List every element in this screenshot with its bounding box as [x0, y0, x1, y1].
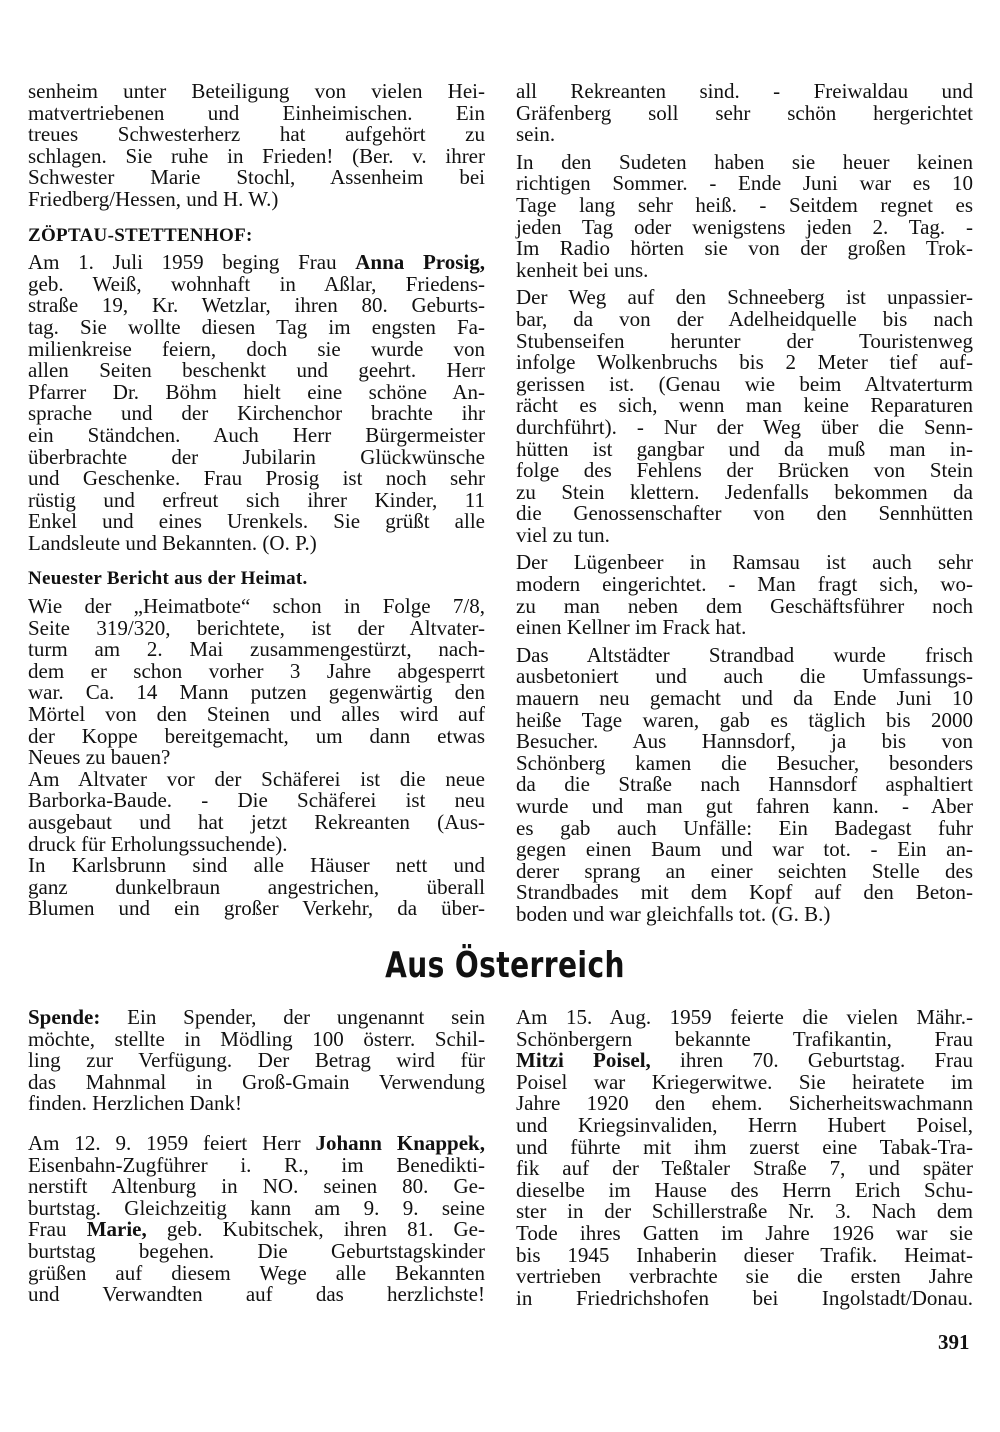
text-segment: war. Ca. 14 Mann putzen gegenwärtig den	[28, 680, 485, 705]
text-line	[28, 422, 485, 447]
text-segment: vertrieben verbrachte sie die ersten Jahre	[516, 1264, 973, 1289]
text-line	[28, 766, 485, 791]
text-segment: Besucher. Aus Hannsdorf, ja bis von	[516, 729, 973, 754]
text-segment: folge des Fehlens der Brücken von Stein	[516, 458, 973, 483]
text-segment: bar, da von der Adelheidquelle bis nach	[516, 306, 973, 331]
text-segment: gerissen ist. (Genau wie beim Altvaterturm	[516, 371, 973, 396]
text-line	[516, 479, 973, 504]
text-segment: geb. Kubitschek, ihren 81. Ge-	[146, 1217, 485, 1242]
text-line	[516, 1177, 973, 1202]
text-segment: Pfarrer Dr. Böhm hielt eine schöne An-	[28, 379, 485, 404]
paragraph	[516, 1007, 973, 1309]
text-line	[516, 371, 973, 396]
text-segment: burtstag. Gleichzeitig kann am 9. 9. seine	[28, 1195, 485, 1220]
text-line	[28, 723, 485, 748]
text-segment: all Rekreanten sind. - Freiwaldau und	[516, 79, 973, 103]
text-line	[28, 336, 485, 361]
column-top-left	[28, 81, 485, 920]
text-segment: milienkreise feiern, doch sie wurde von	[28, 336, 485, 361]
text-segment: ihren 70. Geburtstag. Frau	[650, 1048, 973, 1073]
text-segment: die Genossenschafter von den Sennhütten	[516, 501, 973, 526]
text-line	[28, 1238, 485, 1263]
text-segment: Wie der „Heimatbote“ schon in Folge 7/8,	[28, 594, 485, 619]
text-segment: durchführt). - Nur der Weg über die Senn-	[516, 414, 973, 439]
bold-name: Johann Knappek,	[315, 1130, 485, 1155]
text-segment: ein Ständchen. Auch Herr Bürgermeister	[28, 422, 485, 447]
bold-name: Spende:	[28, 1005, 101, 1029]
text-line	[516, 214, 973, 239]
text-line	[28, 143, 485, 168]
text-line	[516, 100, 973, 125]
paragraph	[28, 81, 485, 211]
text-segment: turm am 2. Mai zusammengestürzt, nach-	[28, 637, 485, 662]
text-segment: Landsleute und Bekannten. (O. P.)	[28, 530, 317, 555]
text-segment: bis 1945 Inhaberin dieser Trafik. Heimat-	[516, 1242, 973, 1267]
text-line	[516, 731, 973, 753]
text-line	[516, 593, 973, 618]
column-bottom-left	[28, 1007, 485, 1306]
text-segment: Neues zu bauen?	[28, 745, 171, 770]
text-segment: Tage lang sehr heiß. - Seitdem regnet es	[516, 192, 973, 217]
text-segment: hütten ist gangbar und da muß man in-	[516, 436, 973, 461]
text-segment: Am 1. Juli 1959 beging Frau	[28, 250, 356, 275]
text-line	[28, 1069, 485, 1094]
text-line	[516, 352, 973, 374]
text-line	[516, 1069, 973, 1094]
text-segment: grüßen auf diesem Wege alle Bekannten	[28, 1260, 485, 1285]
text-line	[28, 898, 485, 920]
text-segment: ling zur Verfügung. Der Betrag wird für	[28, 1048, 485, 1073]
text-segment: richtigen Sommer. - Ende Juni war es 10	[516, 171, 973, 196]
text-segment: mauern neu gemacht und da Ende Juni 10	[516, 686, 973, 711]
text-line	[516, 1201, 973, 1223]
text-segment: zu man neben dem Geschäftsführer noch	[516, 593, 973, 618]
page-number: 391	[938, 1330, 970, 1354]
text-segment: Tode ihres Gatten im Jahre 1926 war sie	[516, 1220, 973, 1245]
text-segment: Das Altstädter Strandbad wurde frisch	[516, 642, 973, 667]
text-line	[28, 790, 485, 812]
text-segment: und Verwandten auf das herzlichste!	[28, 1282, 485, 1307]
text-line	[516, 552, 973, 574]
text-segment: matvertriebenen und Einheimischen. Ein	[28, 100, 485, 125]
text-segment: modern eingerichtet. - Man fragt sich, wo-	[516, 572, 973, 597]
text-segment: ganz dunkelbraun angestrichen, überall	[28, 874, 485, 899]
text-segment: möchte, stellte in Mödling 100 österr. Schil-	[28, 1026, 485, 1051]
text-line	[28, 124, 485, 146]
text-segment: rüstig und erfreut sich ihrer Kinder, 11	[28, 487, 485, 512]
text-line	[516, 642, 973, 667]
text-line	[516, 81, 973, 103]
text-line	[28, 1026, 485, 1051]
text-line	[516, 1026, 973, 1051]
text-line	[28, 295, 485, 317]
text-line	[28, 1130, 485, 1155]
text-segment: und Geschenke. Frau Prosig ist noch sehr	[28, 466, 485, 491]
text-segment: tag. Sie wollte diesen Tag im engsten Fa-	[28, 314, 485, 339]
text-segment: schlagen. Sie ruhe in Frieden! (Ber. v. ihrer	[28, 143, 485, 168]
text-line	[516, 1158, 973, 1180]
text-segment: In Karlsbrunn sind alle Häuser nett und	[28, 853, 485, 878]
text-segment: Ein Spender, der ungenannt sein	[100, 1005, 485, 1029]
text-line	[516, 522, 973, 547]
text-line	[516, 238, 973, 260]
text-line	[28, 100, 485, 125]
text-line	[28, 81, 485, 103]
text-segment: Stubenseifen herunter der Touristenweg	[516, 328, 973, 353]
text-line	[516, 574, 973, 596]
text-line	[516, 1093, 973, 1115]
paragraph	[516, 81, 973, 146]
text-segment: Enkel und eines Urenkels. Sie grüßt alle	[28, 509, 485, 534]
text-line	[516, 1050, 973, 1072]
text-segment: jeden Tag oder wenigstens jeden 2. Tag. -	[516, 214, 973, 239]
text-line	[516, 1112, 973, 1137]
text-line	[516, 882, 973, 904]
text-line	[516, 257, 973, 282]
section-heading: Neuester Bericht aus der Heimat.	[28, 568, 308, 590]
text-segment: und führte mit ihm zuerst eine Tabak-Tra-	[516, 1134, 973, 1159]
text-line	[516, 460, 973, 482]
text-segment: treues Schwesterherz hat aufgehört zu	[28, 122, 485, 147]
text-segment: ausgebaut und hat jetzt Rekreanten (Aus-	[28, 810, 485, 834]
text-segment: nerstift Altenburg in NO. seinen 80. Ge-	[28, 1174, 485, 1199]
text-line	[516, 306, 973, 331]
text-segment: da die Straße nach Hannsdorf asphaltiert	[516, 772, 973, 797]
text-segment: heiße Tage waren, gab es täglich bis 2000	[516, 707, 973, 732]
text-segment: Der Lügenbeer in Ramsau ist auch sehr	[516, 550, 973, 575]
text-segment: Mörtel von den Steinen und alles wird auf	[28, 702, 485, 727]
text-line	[516, 666, 973, 688]
paragraph	[516, 149, 973, 282]
text-segment: Barborka-Baude. - Die Schäferei ist neu	[28, 788, 485, 813]
text-line	[28, 403, 485, 425]
text-line	[516, 503, 973, 525]
text-line	[516, 192, 973, 217]
text-line	[516, 1266, 973, 1288]
text-line	[28, 874, 485, 899]
text-line	[28, 1176, 485, 1198]
text-segment: burtstag begehen. Die Geburtstagskinder	[28, 1238, 485, 1263]
text-line	[28, 615, 485, 640]
text-segment: es gab auch Unfälle: Ein Badegast fuhr	[516, 815, 973, 840]
text-line	[516, 617, 973, 639]
text-segment: Am Altvater vor der Schäferei ist die neue	[28, 766, 485, 791]
text-line	[516, 414, 973, 439]
text-line	[28, 658, 485, 683]
text-line	[516, 395, 973, 417]
text-segment: druck für Erholungssuchende).	[28, 831, 288, 856]
bold-name: Mitzi Poisel,	[516, 1048, 651, 1073]
text-segment: Der Weg auf den Schneeberg ist unpassier-	[516, 285, 973, 310]
text-line	[516, 839, 973, 861]
text-line	[516, 1134, 973, 1159]
text-segment: kenheit bei uns.	[516, 257, 649, 282]
paragraph	[516, 287, 973, 546]
text-segment: einen Kellner im Frack hat.	[516, 615, 747, 640]
text-segment: senheim unter Beteiligung von vielen Hei-	[28, 79, 485, 103]
bold-name: Marie,	[86, 1217, 147, 1242]
text-line	[516, 796, 973, 818]
text-line	[516, 901, 973, 926]
section-title: Aus Österreich	[385, 945, 625, 986]
text-segment: der Koppe bereitgemacht, um dann etwas	[28, 723, 485, 748]
text-segment: das Mahnmal in Groß-Gmain Verwendung	[28, 1069, 485, 1094]
text-segment: Gräfenberg soll sehr schön hergerichtet	[516, 100, 973, 125]
paragraph	[516, 642, 973, 926]
text-segment: ausbetoniert und auch die Umfassungs-	[516, 664, 973, 689]
text-line	[28, 167, 485, 189]
paragraph	[28, 596, 485, 769]
text-line	[28, 639, 485, 661]
text-segment: allen Seiten beschenkt und geehrt. Herr	[28, 358, 485, 383]
text-line	[516, 124, 973, 146]
text-line	[28, 444, 485, 469]
text-segment: Im Radio hörten sie von der großen Trok-	[516, 236, 973, 261]
text-line	[28, 831, 485, 856]
text-segment: boden und war gleichfalls tot. (G. B.)	[516, 901, 831, 926]
text-line	[516, 858, 973, 883]
text-line	[28, 855, 485, 877]
text-line	[28, 314, 485, 339]
text-line	[28, 487, 485, 512]
bold-name: Anna Prosig,	[355, 250, 485, 275]
text-segment: Friedberg/Hessen, und H. W.)	[28, 186, 279, 211]
paragraph	[28, 252, 485, 554]
text-segment: ster in der Schillerstraße Nr. 3. Nach dem	[516, 1199, 973, 1224]
text-segment: Blumen und ein großer Verkehr, da über-	[28, 896, 485, 921]
section-heading: ZÖPTAU-STETTENHOF:	[28, 224, 253, 246]
text-segment: Frau	[28, 1217, 87, 1242]
text-segment: Schönberg kamen die Besucher, besonders	[516, 750, 973, 775]
text-segment: in Friedrichshofen bei Ingolstadt/Donau.	[516, 1285, 973, 1310]
text-segment: viel zu tun.	[516, 522, 610, 547]
text-segment: fik auf der Teßtaler Straße 7, und später	[516, 1156, 973, 1181]
text-segment: Seite 319/320, berichtete, ist der Altvater-	[28, 615, 485, 640]
text-line	[28, 252, 485, 274]
text-segment: Am 12. 9. 1959 feiert Herr	[28, 1130, 316, 1155]
text-line	[28, 812, 485, 834]
text-line	[28, 1152, 485, 1177]
text-segment: Am 15. Aug. 1959 feierte die vielen Mähr.-	[516, 1005, 973, 1029]
text-line	[28, 596, 485, 618]
text-segment: dieselbe im Hause des Herrn Erich Schu-	[516, 1177, 973, 1202]
text-line	[516, 707, 973, 732]
text-line	[516, 149, 973, 174]
text-line	[516, 173, 973, 195]
text-line	[28, 704, 485, 726]
text-line	[516, 815, 973, 840]
text-segment: Poisel war Kriegerwitwe. Sie heiratete im	[516, 1069, 973, 1094]
paragraph	[516, 552, 973, 638]
text-segment: sprache und der Kirchenchor brachte ihr	[28, 401, 485, 426]
text-segment: Strandbades mit dem Kopf auf den Beton-	[516, 880, 973, 905]
paragraph	[28, 1007, 485, 1115]
text-line	[516, 1242, 973, 1267]
text-line	[28, 360, 485, 382]
paragraph	[28, 1130, 485, 1307]
text-segment: Jahre 1920 den ehem. Sicherheitswachmann	[516, 1091, 973, 1116]
text-line	[28, 468, 485, 490]
text-line	[28, 1195, 485, 1220]
text-segment: straße 19, Kr. Wetzlar, ihren 80. Geburts-	[28, 293, 485, 318]
text-segment: sein.	[516, 122, 556, 147]
text-line	[28, 682, 485, 704]
column-top-right	[516, 81, 973, 926]
text-line	[28, 1050, 485, 1072]
text-segment: Eisenbahn-Zugführer i. R., im Benedikti-	[28, 1152, 485, 1177]
paragraph	[28, 766, 485, 856]
text-line	[516, 688, 973, 710]
text-line	[516, 1007, 973, 1029]
text-segment: wurde und man gut fahren kann. - Aber	[516, 794, 973, 818]
text-line	[516, 1220, 973, 1245]
text-segment: derer sprang an einer seichten Stelle des	[516, 858, 973, 883]
text-line	[516, 287, 973, 309]
text-line	[28, 1219, 485, 1241]
text-segment: Schwester Marie Stochl, Assenheim bei	[28, 165, 485, 190]
text-segment: überbrachte der Jubilarin Glückwünsche	[28, 444, 485, 469]
text-segment: Schönbergern bekannte Trafikantin, Frau	[516, 1026, 973, 1051]
text-segment: dem er schon vorher 3 Jahre abgesperrt	[28, 658, 485, 683]
text-line	[28, 379, 485, 404]
text-line	[516, 1285, 973, 1310]
text-line	[28, 1007, 485, 1029]
text-line	[516, 436, 973, 461]
text-line	[516, 750, 973, 775]
text-segment: In den Sudeten haben sie heuer keinen	[516, 149, 973, 174]
text-segment: und Kriegsinvaliden, Herrn Hubert Poisel,	[516, 1112, 973, 1137]
text-line	[516, 328, 973, 353]
text-segment: geb. Weiß, wohnhaft in Aßlar, Friedens-	[28, 271, 485, 296]
text-line	[28, 747, 485, 769]
text-line	[28, 271, 485, 296]
text-line	[28, 1093, 485, 1115]
text-line	[516, 774, 973, 796]
text-line	[28, 511, 485, 533]
column-bottom-right	[516, 1007, 973, 1309]
text-segment: rächt es sich, wenn man keine Reparaturen	[516, 393, 973, 418]
text-segment: gegen einen Baum und war tot. - Ein an-	[516, 837, 973, 862]
text-segment: infolge Wolkenbruchs bis 2 Meter tief auf-	[516, 350, 973, 375]
text-line	[28, 530, 485, 555]
text-segment: finden. Herzlichen Dank!	[28, 1091, 242, 1116]
paragraph	[28, 855, 485, 920]
text-line	[28, 1260, 485, 1285]
text-line	[28, 186, 485, 211]
text-line	[28, 1284, 485, 1306]
text-segment: zu Stein klettern. Jedenfalls bekommen da	[516, 479, 973, 504]
